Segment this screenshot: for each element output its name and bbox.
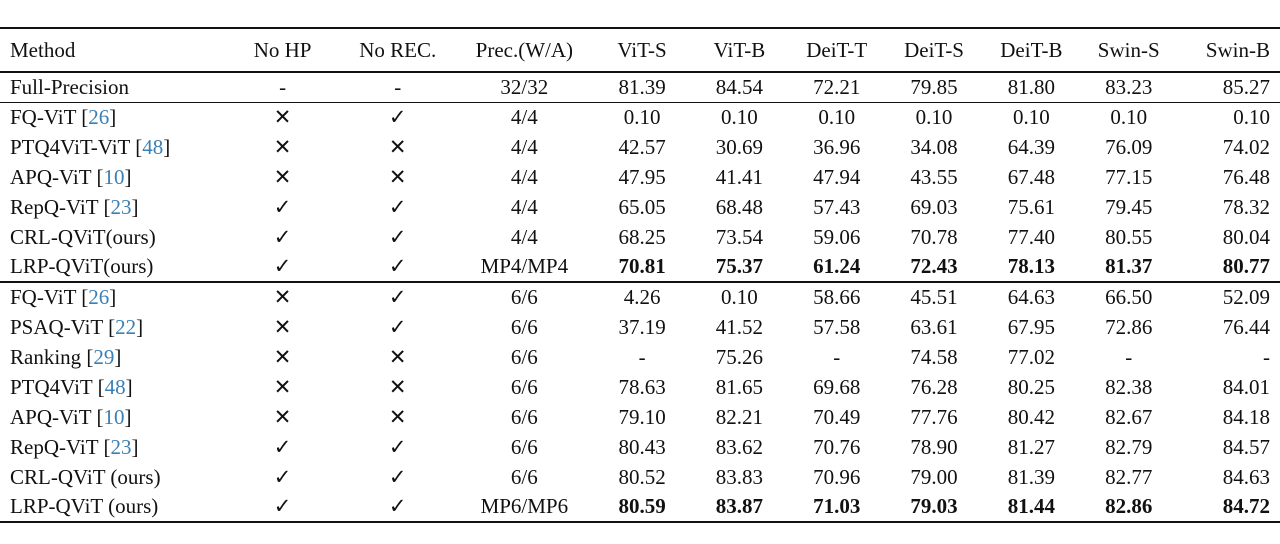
accuracy-cell: 41.41 — [715, 164, 764, 189]
accuracy-cell: 47.94 — [813, 164, 861, 189]
accuracy-cell: 0.10 — [721, 104, 758, 129]
method-cell: APQ-ViT [10] — [10, 404, 132, 429]
method-name: FQ-ViT — [10, 104, 77, 129]
precision-cell: MP6/MP6 — [455, 492, 593, 522]
table-row — [0, 222, 1280, 252]
method-cell — [0, 492, 225, 522]
method-name: APQ-ViT — [10, 404, 92, 429]
accuracy-cell: 70.81 — [593, 252, 690, 282]
accuracy-cell: 66.50 — [1105, 285, 1153, 309]
header-deit-b: DeiT-B — [983, 28, 1080, 72]
cross-icon: ✕ — [273, 344, 292, 369]
cross-icon: ✕ — [273, 285, 292, 309]
method-name: Ranking — [10, 344, 82, 369]
cross-icon: ✕ — [273, 404, 292, 429]
cross-icon: ✕ — [388, 404, 407, 429]
accuracy-cell: 78.13 — [983, 252, 1080, 282]
accuracy-cell: 72.43 — [885, 252, 982, 282]
accuracy-cell: 75.61 — [1007, 194, 1055, 219]
accuracy-cell: 70.96 — [813, 464, 861, 489]
accuracy-cell: 80.59 — [593, 492, 690, 522]
accuracy-cell: 45.51 — [910, 285, 958, 309]
accuracy-cell: 74.02 — [1222, 134, 1270, 159]
method-cell: RepQ-ViT [23] — [10, 434, 139, 459]
accuracy-cell: 77.76 — [910, 404, 958, 429]
table-row — [0, 72, 1280, 102]
citation-link[interactable]: 48 — [142, 134, 164, 159]
check-icon: ✓ — [388, 434, 407, 459]
citation-link[interactable]: 22 — [115, 314, 137, 339]
header-row — [0, 28, 1280, 72]
no-rec-cell: - — [340, 72, 455, 102]
accuracy-cell: 84.01 — [1222, 374, 1270, 399]
precision-cell: 6/6 — [510, 374, 538, 399]
table-row — [0, 132, 1280, 162]
accuracy-cell: 57.58 — [813, 314, 861, 339]
check-icon: ✓ — [225, 492, 340, 522]
header-swin-b: Swin-B — [1177, 28, 1280, 72]
accuracy-cell: 80.04 — [1222, 224, 1270, 249]
citation-link[interactable]: 26 — [88, 285, 110, 309]
precision-cell: 6/6 — [510, 344, 538, 369]
accuracy-cell: 78.63 — [618, 374, 666, 399]
table-row — [0, 462, 1280, 492]
check-icon: ✓ — [388, 285, 407, 309]
check-icon: ✓ — [273, 194, 292, 219]
check-icon: ✓ — [388, 464, 407, 489]
check-icon: ✓ — [273, 464, 292, 489]
precision-cell: 6/6 — [510, 464, 538, 489]
accuracy-cell: 84.54 — [691, 72, 788, 102]
accuracy-cell: 42.57 — [618, 134, 666, 159]
accuracy-cell: 37.19 — [618, 314, 666, 339]
accuracy-cell: 76.48 — [1222, 164, 1270, 189]
precision-cell: 4/4 — [510, 104, 538, 129]
accuracy-cell: 79.10 — [618, 404, 666, 429]
check-icon: ✓ — [225, 252, 340, 282]
accuracy-cell: 80.42 — [1007, 404, 1055, 429]
precision-cell: 4/4 — [510, 194, 538, 219]
citation-link[interactable]: 10 — [103, 164, 125, 189]
table-body — [0, 72, 1280, 522]
accuracy-cell: 75.37 — [691, 252, 788, 282]
header-no-hp: No HP — [225, 28, 340, 72]
accuracy-cell: - — [833, 344, 841, 369]
precision-cell: 6/6 — [510, 285, 538, 309]
accuracy-cell: 81.80 — [983, 72, 1080, 102]
accuracy-cell: 0.10 — [1013, 104, 1050, 129]
citation-link[interactable]: 48 — [104, 374, 126, 399]
check-icon: ✓ — [388, 224, 407, 249]
accuracy-cell: 77.02 — [1007, 344, 1055, 369]
accuracy-cell: 43.55 — [910, 164, 958, 189]
accuracy-cell: 67.48 — [1007, 164, 1055, 189]
precision-cell: 6/6 — [510, 434, 538, 459]
accuracy-cell: 72.21 — [788, 72, 885, 102]
cross-icon: ✕ — [388, 374, 407, 399]
cross-icon: ✕ — [273, 134, 292, 159]
accuracy-cell: 75.26 — [715, 344, 764, 369]
table-row — [0, 252, 1280, 282]
header-vit-s: ViT-S — [593, 28, 690, 72]
citation-link[interactable]: 23 — [110, 194, 132, 219]
accuracy-cell: - — [1125, 344, 1133, 369]
accuracy-cell: 69.68 — [813, 374, 861, 399]
accuracy-cell: 80.55 — [1105, 224, 1153, 249]
accuracy-cell: 0.10 — [721, 285, 758, 309]
accuracy-cell: - — [638, 344, 646, 369]
accuracy-cell: 77.40 — [1007, 224, 1055, 249]
accuracy-cell: 76.28 — [910, 374, 958, 399]
accuracy-cell: 0.10 — [818, 104, 856, 129]
accuracy-cell: 80.77 — [1177, 252, 1280, 282]
accuracy-cell: 82.79 — [1105, 434, 1153, 459]
accuracy-cell: - — [1263, 344, 1270, 369]
method-cell — [0, 252, 225, 282]
accuracy-cell: 83.83 — [715, 464, 764, 489]
accuracy-cell: 84.18 — [1222, 404, 1270, 429]
method-cell: FQ-ViT [26] — [10, 104, 117, 129]
accuracy-cell: 30.69 — [715, 134, 764, 159]
table-row — [0, 372, 1280, 402]
precision-cell: 4/4 — [510, 164, 538, 189]
header-swin-s: Swin-S — [1080, 28, 1177, 72]
header-method: Method — [0, 28, 225, 72]
header-deit-t: DeiT-T — [788, 28, 885, 72]
accuracy-cell: 36.96 — [813, 134, 861, 159]
table-row — [0, 342, 1280, 372]
accuracy-cell: 68.25 — [618, 224, 666, 249]
accuracy-cell: 83.23 — [1080, 72, 1177, 102]
table-row — [0, 102, 1280, 132]
accuracy-cell: 76.44 — [1222, 314, 1270, 339]
method-cell: PTQ4ViT [48] — [10, 374, 133, 399]
method-cell: APQ-ViT [10] — [10, 164, 132, 189]
no-hp-cell: - — [225, 72, 340, 102]
accuracy-cell: 65.05 — [618, 194, 666, 219]
precision-cell: 32/32 — [455, 72, 593, 102]
accuracy-cell: 0.10 — [915, 104, 953, 129]
accuracy-cell: 83.87 — [691, 492, 788, 522]
precision-cell: 4/4 — [510, 134, 538, 159]
method-name: CRL-QViT (ours) — [10, 464, 161, 489]
accuracy-cell: 79.45 — [1105, 194, 1153, 219]
accuracy-cell: 84.63 — [1222, 464, 1270, 489]
accuracy-cell: 59.06 — [813, 224, 861, 249]
accuracy-cell: 81.37 — [1080, 252, 1177, 282]
accuracy-cell: 71.03 — [788, 492, 885, 522]
table-row — [0, 492, 1280, 522]
method-name: APQ-ViT — [10, 164, 92, 189]
check-icon: ✓ — [273, 224, 292, 249]
method-name: CRL-QViT(ours) — [10, 224, 156, 249]
accuracy-cell: 0.10 — [1233, 104, 1270, 129]
check-icon: ✓ — [340, 492, 455, 522]
accuracy-cell: 76.09 — [1105, 134, 1153, 159]
header-vit-b: ViT-B — [691, 28, 788, 72]
cross-icon: ✕ — [273, 104, 292, 129]
accuracy-cell: 69.03 — [910, 194, 958, 219]
precision-cell: 6/6 — [510, 404, 538, 429]
accuracy-cell: 67.95 — [1007, 314, 1055, 339]
check-icon: ✓ — [273, 434, 292, 459]
method-cell: PTQ4ViT-ViT [48] — [10, 134, 171, 159]
cross-icon: ✕ — [273, 314, 292, 339]
accuracy-cell: 82.38 — [1105, 374, 1153, 399]
table-row — [0, 402, 1280, 432]
accuracy-cell: 0.10 — [623, 104, 661, 129]
cross-icon: ✕ — [388, 164, 407, 189]
method-name: FQ-ViT — [10, 285, 77, 309]
accuracy-cell: 73.54 — [715, 224, 764, 249]
accuracy-cell: 58.66 — [813, 285, 861, 309]
cross-icon: ✕ — [388, 134, 407, 159]
table-row — [0, 282, 1280, 312]
accuracy-cell: 80.25 — [1007, 374, 1055, 399]
check-icon: ✓ — [388, 104, 407, 129]
accuracy-cell: 81.65 — [715, 374, 764, 399]
method-cell — [0, 222, 225, 252]
accuracy-cell: 82.21 — [715, 404, 764, 429]
accuracy-cell: 84.57 — [1222, 434, 1270, 459]
method-name: Full-Precision — [10, 74, 129, 99]
check-icon: ✓ — [388, 194, 407, 219]
accuracy-cell: 64.39 — [1007, 134, 1055, 159]
table-header — [0, 28, 1280, 72]
results-table — [0, 27, 1280, 523]
accuracy-cell: 4.26 — [623, 285, 661, 309]
accuracy-cell: 78.32 — [1222, 194, 1270, 219]
method-cell: Ranking [29] — [10, 344, 122, 369]
method-cell: PSAQ-ViT [22] — [10, 314, 144, 339]
accuracy-cell: 82.86 — [1080, 492, 1177, 522]
accuracy-cell: 47.95 — [618, 164, 666, 189]
accuracy-cell: 57.43 — [813, 194, 861, 219]
precision-cell: 4/4 — [510, 224, 538, 249]
citation-link[interactable]: 23 — [110, 434, 132, 459]
accuracy-cell: 41.52 — [715, 314, 764, 339]
citation-link[interactable]: 26 — [88, 104, 110, 129]
accuracy-cell: 85.27 — [1177, 72, 1280, 102]
accuracy-cell: 34.08 — [910, 134, 958, 159]
accuracy-cell: 79.03 — [885, 492, 982, 522]
method-name: PTQ4ViT-ViT — [10, 134, 130, 159]
accuracy-cell: 0.10 — [1110, 104, 1148, 129]
accuracy-cell: 68.48 — [715, 194, 764, 219]
header-no-rec: No REC. — [340, 28, 455, 72]
check-icon: ✓ — [388, 314, 407, 339]
accuracy-cell: 72.86 — [1105, 314, 1153, 339]
method-cell: FQ-ViT [26] — [10, 285, 117, 309]
cross-icon: ✕ — [273, 164, 292, 189]
accuracy-cell: 79.00 — [910, 464, 958, 489]
header-deit-s: DeiT-S — [885, 28, 982, 72]
check-icon: ✓ — [340, 252, 455, 282]
accuracy-cell: 79.85 — [885, 72, 982, 102]
method-cell — [0, 72, 225, 102]
accuracy-cell: 63.61 — [910, 314, 958, 339]
method-name: LRP-QViT (ours) — [10, 494, 159, 518]
precision-cell: MP4/MP4 — [455, 252, 593, 282]
precision-cell: 6/6 — [510, 314, 538, 339]
accuracy-cell: 52.09 — [1222, 285, 1270, 309]
accuracy-cell: 81.39 — [1007, 464, 1055, 489]
accuracy-cell: 70.76 — [813, 434, 861, 459]
method-name: PSAQ-ViT — [10, 314, 103, 339]
citation-link[interactable]: 10 — [103, 404, 125, 429]
accuracy-cell: 77.15 — [1105, 164, 1153, 189]
accuracy-cell: 80.52 — [618, 464, 666, 489]
accuracy-cell: 64.63 — [1007, 285, 1055, 309]
accuracy-cell: 74.58 — [910, 344, 958, 369]
method-name: PTQ4ViT — [10, 374, 93, 399]
cross-icon: ✕ — [388, 344, 407, 369]
header-precision: Prec.(W/A) — [455, 28, 593, 72]
accuracy-cell: 70.49 — [813, 404, 861, 429]
table-row — [0, 312, 1280, 342]
table-row — [0, 192, 1280, 222]
accuracy-cell: 81.27 — [1007, 434, 1055, 459]
accuracy-cell: 70.78 — [910, 224, 958, 249]
method-name: LRP-QViT(ours) — [10, 254, 154, 278]
accuracy-cell: 82.67 — [1105, 404, 1153, 429]
method-name: RepQ-ViT — [10, 194, 99, 219]
accuracy-cell: 83.62 — [715, 434, 764, 459]
method-cell: RepQ-ViT [23] — [10, 194, 139, 219]
table-row — [0, 162, 1280, 192]
accuracy-cell: 61.24 — [788, 252, 885, 282]
accuracy-cell: 81.39 — [593, 72, 690, 102]
accuracy-cell: 82.77 — [1105, 464, 1153, 489]
accuracy-cell: 78.90 — [910, 434, 958, 459]
method-cell — [0, 462, 225, 492]
method-name: RepQ-ViT — [10, 434, 99, 459]
table-row — [0, 432, 1280, 462]
citation-link[interactable]: 29 — [93, 344, 115, 369]
accuracy-cell: 84.72 — [1177, 492, 1280, 522]
cross-icon: ✕ — [273, 374, 292, 399]
accuracy-cell: 80.43 — [618, 434, 666, 459]
accuracy-cell: 81.44 — [983, 492, 1080, 522]
